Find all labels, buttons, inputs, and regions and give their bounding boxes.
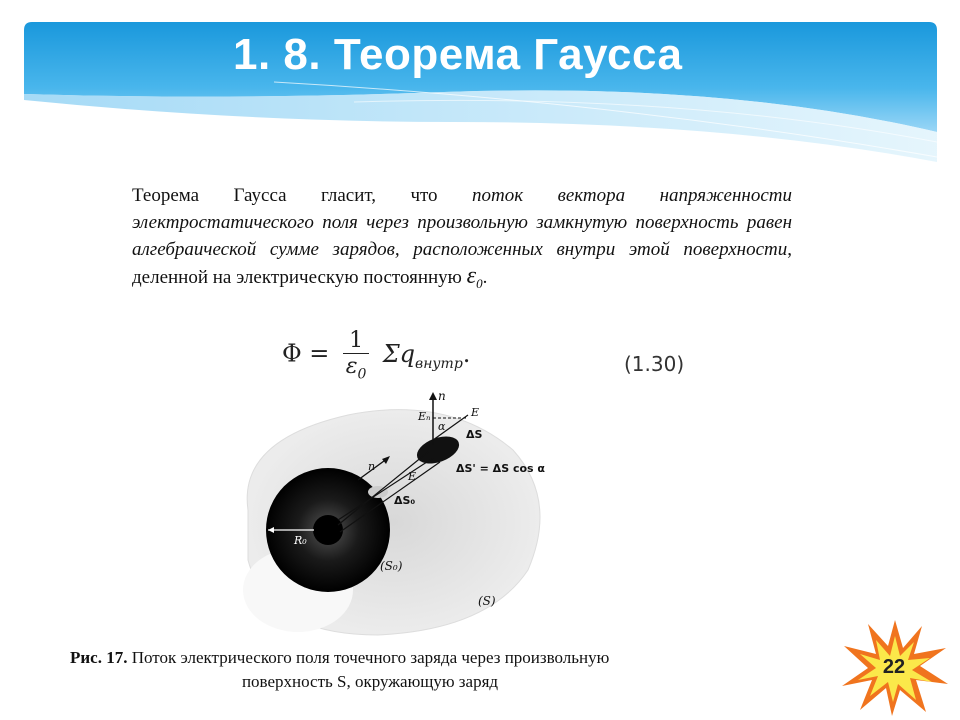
formula-sum: $\Sigma q_{внутр}$. xyxy=(382,339,471,372)
theorem-paragraph xyxy=(132,182,792,297)
para-mid: , деленной на электрическую постоянную xyxy=(132,239,792,288)
formula-denominator: $\varepsilon_0$ xyxy=(345,354,367,383)
label-S0: (S₀) xyxy=(380,559,403,573)
label-alpha: α xyxy=(438,420,446,433)
label-S: (S) xyxy=(478,594,496,608)
figure-caption xyxy=(70,648,730,692)
formula-lhs: Φ = xyxy=(282,339,330,368)
label-n-mid: n xyxy=(368,460,376,473)
label-n-top: n xyxy=(438,389,446,403)
formula-numerator: 1 xyxy=(343,328,369,354)
caption-label: Рис. 17. xyxy=(70,648,128,667)
epsilon-sub: 0 xyxy=(476,275,483,291)
para-italic: поток вектора напряженности электростатического поля через произвольную замкнутую поверхность равен алгебраической сумме зарядов, расположенных внутри этой поверхности xyxy=(132,185,792,260)
label-E-mid: E xyxy=(408,470,417,483)
gauss-figure xyxy=(228,380,568,645)
caption-line1: Поток электрического поля точечного заряда через произвольную xyxy=(127,648,610,667)
label-E-top: E xyxy=(471,406,480,419)
slide-title: 1. 8. Теорема Гаусса xyxy=(233,30,683,79)
label-R0: R₀ xyxy=(294,534,307,547)
formula-fraction xyxy=(343,328,369,382)
equation-number: (1.30) xyxy=(624,352,685,376)
page-number: 22 xyxy=(882,656,906,678)
label-dS: ΔS xyxy=(466,428,483,441)
para-end: . xyxy=(482,267,488,288)
label-Bn: Eₙ xyxy=(418,410,431,423)
para-lead: Теорема Гаусса гласит, что xyxy=(132,185,473,206)
gauss-formula xyxy=(282,328,470,382)
caption-line2: поверхность S, окружающую заряд xyxy=(241,672,499,691)
label-dS0: ΔS₀ xyxy=(394,494,416,507)
label-dS-prime: ΔS' = ΔS cos α xyxy=(456,462,545,475)
epsilon-symbol: ε xyxy=(466,263,477,289)
